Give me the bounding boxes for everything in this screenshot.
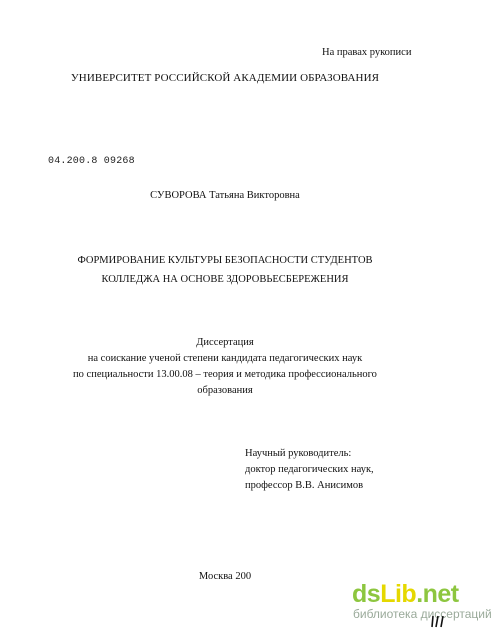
dissertation-line: по специальности 13.00.08 – теория и методика профессионального	[73, 369, 377, 380]
thesis-title-line: КОЛЛЕДЖА НА ОСНОВЕ ЗДОРОВЬЕСБЕРЕЖЕНИЯ	[101, 274, 349, 285]
corner-mark-icon	[430, 614, 446, 628]
dissertation-line: на соискание ученой степени кандидата педагогических наук	[87, 353, 363, 364]
city-year: Москва 200	[198, 571, 252, 582]
logo-net: .net	[416, 580, 459, 608]
university-name: УНИВЕРСИТЕТ РОССИЙСКОЙ АКАДЕМИИ ОБРАЗОВАНИЯ	[70, 72, 380, 84]
thesis-title-line: ФОРМИРОВАНИЕ КУЛЬТУРЫ БЕЗОПАСНОСТИ СТУДЕНТОВ	[77, 255, 373, 266]
supervisor-line: доктор педагогических наук,	[245, 464, 374, 475]
dissertation-line: Диссертация	[196, 337, 254, 348]
supervisor-line: профессор В.В. Анисимов	[245, 480, 364, 491]
logo-ds: ds	[352, 580, 381, 608]
dslib-logo	[352, 582, 459, 607]
dissertation-line: образования	[197, 385, 253, 396]
dslib-subtitle: библиотека диссертаций	[353, 607, 492, 621]
author-name: СУВОРОВА Татьяна Викторовна	[150, 190, 300, 201]
supervisor-line: Научный руководитель:	[245, 448, 352, 459]
catalog-stamp: 04.200.8 09268	[48, 155, 135, 168]
rights-note: На правах рукописи	[322, 47, 412, 58]
logo-lib: Lib	[380, 580, 417, 608]
